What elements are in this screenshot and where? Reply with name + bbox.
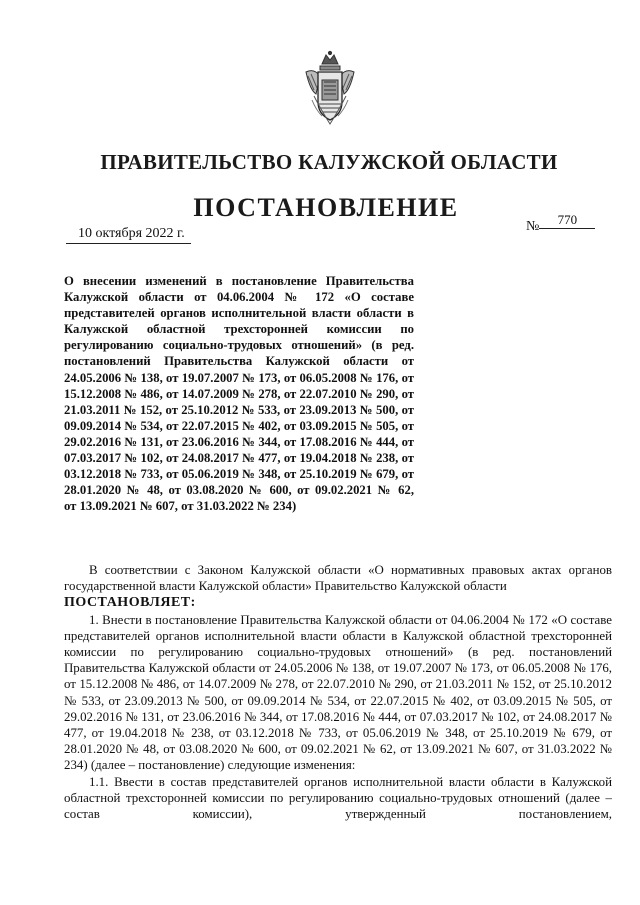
document-body <box>64 562 612 822</box>
document-date: 10 октября 2022 г. <box>66 226 191 244</box>
government-name: ПРАВИТЕЛЬСТВО КАЛУЖСКОЙ ОБЛАСТИ <box>100 150 558 174</box>
decree-word <box>64 594 612 611</box>
decree-word-text: ПОСТАНОВЛЯЕТ: <box>64 595 196 611</box>
number-label: № <box>526 219 540 234</box>
document-number <box>526 212 595 235</box>
number-value: 770 <box>539 212 595 229</box>
item-1-paragraph: 1. Внести в постановление Правительства Калужской области от 04.06.2004 № 172 «О составе представителей органов исполнительной власти области в Калужской областной трехсторонней комиссии по регулированию социально-трудовых отношений» (в ред. постановлений Правительства Калужской области от 24.05.2006 № 138, от 19.07.2007 № 173, от 06.05.2008 № 176, от 15.12.2008 № 486, от 14.07.2009 № 278, от 22.07.2010 № 290, от 21.03.2011 № 152, от 25.10.2012 № 533, от 23.09.2013 № 500, от 09.09.2014 № 534, от 22.07.2015 № 402, от 03.09.2015 № 505, от 29.02.2016 № 131, от 23.06.2016 № 344, от 17.08.2016 № 444, от 07.03.2017 № 102, от 24.08.2017 № 477, от 19.04.2018 № 238, от 03.12.2018 № 733, от 05.06.2019 № 348, от 25.10.2019 № 679, от 28.01.2020 № 48, от 03.08.2020 № 600, от 09.02.2021 № 62, от 13.09.2021 № 607, от 31.03.2022 № 234) (далее – постановление) следующие изменения: <box>64 612 612 773</box>
document-subject <box>64 273 414 514</box>
item-1-1-paragraph: 1.1. Ввести в состав представителей органов исполнительной власти области в Калужской областной трехсторонней комиссии по регулированию социально-трудовых отношений (далее – состав комиссии), утвержденный постановлением, <box>64 774 612 822</box>
preamble-paragraph: В соответствии с Законом Калужской области «О нормативных правовых актах органов государственной власти Калужской области» Правительство Калужской области <box>64 563 612 594</box>
document-title: ПОСТАНОВЛЕНИЕ <box>193 193 459 222</box>
subject-text: О внесении изменений в постановление Правительства Калужской области от 04.06.2004 № 172 «О составе представителей органов исполнительной власти области в Калужской областной трехсторонней комиссии по регулированию социально-трудовых отношений» (в ред. постановлений Правительства Калужской области от 24.05.2006 № 138, от 19.07.2007 № 173, от 06.05.2008 № 176, от 15.12.2008 № 486, от 14.07.2009 № 278, от 22.07.2010 № 290, от 21.03.2011 № 152, от 25.10.2012 № 533, от 23.09.2013 № 500, от 09.09.2014 № 534, от 22.07.2015 № 402, от 03.09.2015 № 505, от 29.02.2016 № 131, от 23.06.2016 № 344, от 17.08.2016 № 444, от 07.03.2017 № 102, от 24.08.2017 № 477, от 19.04.2018 № 238, от 03.12.2018 № 733, от 05.06.2019 № 348, от 25.10.2019 № 679, от 28.01.2020 № 48, от 03.08.2020 № 600, от 09.02.2021 № 62, <box>64 274 414 498</box>
subject-last-line: от 13.09.2021 № 607, от 31.03.2022 № 234) <box>64 499 297 514</box>
coat-of-arms-emblem <box>300 50 360 128</box>
